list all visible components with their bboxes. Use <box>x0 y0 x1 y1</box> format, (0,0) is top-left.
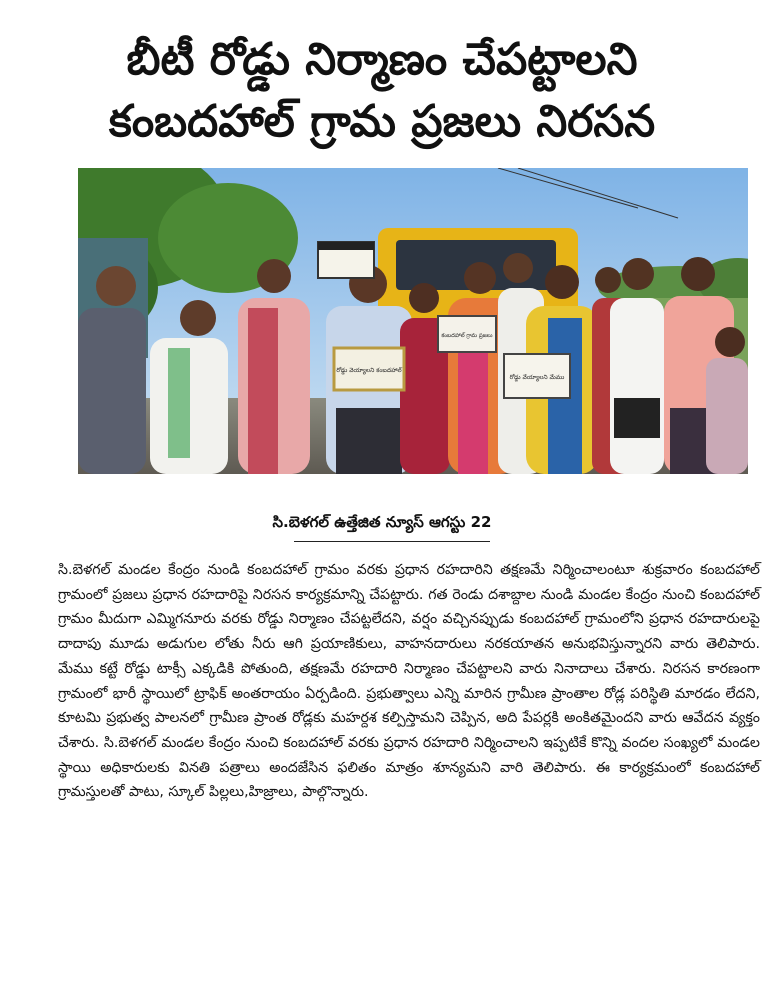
headline-line-1: బీటీ రోడ్డు నిర్మాణం చేపట్టాలని <box>126 34 638 85</box>
article-body: సి.బెళగల్ మండల కేంద్రం నుండి కంబదహాల్ గ్రామం వరకు ప్రధాన రహదారిని తక్షణమే నిర్మించాలంటూ శుక్రవారం కంబదహాల్ గ్రామంలో ప్రజలు ప్రధాన రహదారిపై నిరసన కార్యక్రమాన్ని చేపట్టారు. గత రెండు దశాబ్దాల నుండి మండల కేంద్రం నుంచి కంబదహాల్ గ్రామం మీదుగా ఎమ్మిగనూరు వరకు రోడ్డు నిర్మాణం చేపట్టలేదని, వర్షం వచ్చినప్పుడు కంబదహాల్ గ్రామంలోని ప్రధాన రహదారులపై దాదాపు మూడు అడుగుల లోతు నీరు ఆగి ప్రయాణికులు, వాహనదారులు నరకయాతన అనుభవిస్తున్నారని వారు తెలిపారు. మేము కట్టే రోడ్డు టాక్సీ ఎక్కడికి పోతుంది, తక్షణమే రహదారి నిర్మాణం చేపట్టాలని వారు నినాదాలు చేశారు. నిరసన కారణంగా గ్రామంలో భారీ స్థాయిలో ట్రాఫిక్ అంతరాయం ఏర్పడింది. ప్రభుత్వాలు ఎన్ని మారిన గ్రామీణ ప్రాంతాల రోడ్ల పరిస్థితి మారడం లేదని, కూటమి ప్రభుత్వ పాలనలో గ్రామీణ ప్రాంత రోడ్లకు మహర్దశ కల్పిస్తామని చెప్పిన, అది పేపర్లకి అంకితమైందని వారు ఆవేదన వ్యక్తం చేశారు. సి.బెళగల్ మండల కేంద్రం నుంచి కంబదహాల్ వరకు ప్రధాన రహదారి నిర్మించాలని ఇప్పటికే కొన్ని వందల సంఖ్యలో మండల స్థాయి అధికారులకు వినతి పత్రాలు అందజేసిన ఫలితం మాత్రం శూన్యమని వారి తెలిపారు. ఈ కార్యక్రమంలో కంబదహాల్ గ్రామస్తులతో పాటు, స్కూల్ పిల్లలు,హిజ్రాలు, పాల్గొన్నారు. <box>58 562 760 801</box>
banner-right <box>504 354 570 398</box>
dateline: సి.బెళగల్ ఉత్తేజిత న్యూస్ ఆగస్టు 22 <box>272 513 492 531</box>
headline-line-2: కంబదహాల్ గ్రామ ప్రజలు నిరసన <box>108 96 656 147</box>
banner-center-text: కంబదహాల్ గ్రామ ప్రజలు <box>441 333 493 339</box>
banner-top <box>318 242 374 278</box>
banner-right-text: రోడ్డు వేయ్యాలని మేము <box>509 374 565 381</box>
banner-left <box>334 348 404 390</box>
banner-center <box>438 316 496 352</box>
protest-photo <box>78 168 748 474</box>
dateline-underline <box>294 541 490 542</box>
banner-left-text: రోడ్డు వెయ్యాలని కంబదహాల్ <box>336 367 402 374</box>
